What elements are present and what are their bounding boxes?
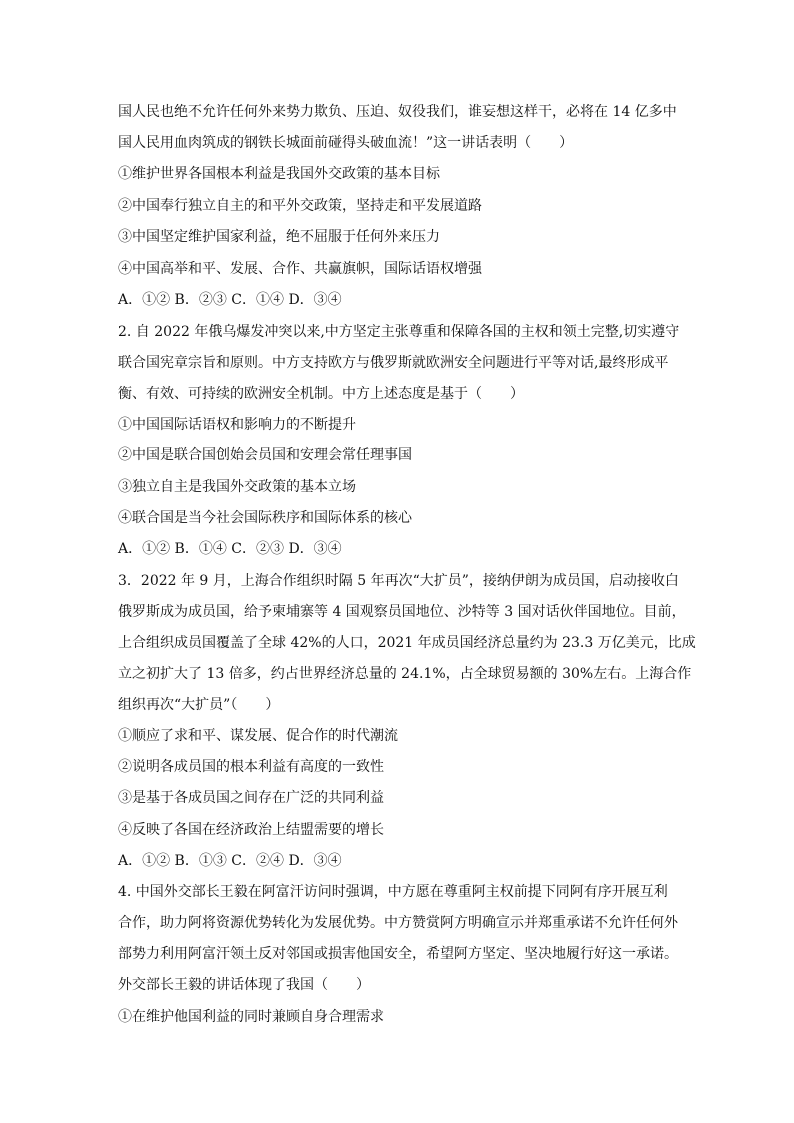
q3-stem-line: 3．2022 年 9 月，上海合作组织时隔 5 年再次“大扩员”，接纳伊朗为成员国，启动接收白 (118, 573, 679, 589)
q4-option: ①在维护他国利益的同时兼顾自身合理需求 (118, 1009, 384, 1025)
q1-stem-line: 国人民用血肉筑成的钢铁长城面前碰得头破血流！”这一讲话表明（ ） (118, 135, 574, 151)
q2-stem-line: 2. 自 2022 年俄乌爆发冲突以来,中方坚定主张尊重和保障各国的主权和领土完整,切实遵守 (118, 324, 680, 340)
q3-stem-line: 上合组织成员国覆盖了全球 42%的人口，2021 年成员国经济总量约为 23.3 万亿美元，比成 (118, 635, 696, 651)
q4-stem-line: 合作，助力阿将资源优势转化为发展优势。中方赞赏阿方明确宣示并郑重承诺不允许任何外 (118, 915, 678, 931)
q4-stem-line: 外交部长王毅的讲话体现了我国（ ） (118, 977, 370, 993)
q1-option: ③中国坚定维护国家利益，绝不屈服于任何外来压力 (118, 229, 440, 245)
q3-option: ④反映了各国在经济政治上结盟需要的增长 (118, 822, 384, 838)
q1-option: ②中国奉行独立自主的和平外交政策，坚持走和平发展道路 (118, 198, 482, 214)
q3-stem-line: 组织再次“大扩员”（ ） (118, 697, 280, 713)
q2-stem-line: 衡、有效、可持续的欧洲安全机制。中方上述态度是基于（ ） (118, 386, 524, 402)
q2-option: ③独立自主是我国外交政策的基本立场 (118, 479, 356, 495)
q2-option: ②中国是联合国创始会员国和安理会常任理事国 (118, 447, 412, 463)
q2-answer-choices: A．①② B．①④ C．②③ D．③④ (118, 541, 342, 557)
q3-option: ③是基于各成员国之间存在广泛的共同利益 (118, 790, 384, 806)
q3-answer-choices: A．①② B．①③ C．②④ D．③④ (118, 853, 342, 869)
q1-stem-line: 国人民也绝不允许任何外来势力欺负、压迫、奴役我们，谁妄想这样干，必将在 14 亿多中 (118, 104, 677, 120)
q3-stem-line: 立之初扩大了 13 倍多，约占世界经济总量的 24.1%，占全球贸易额的 30%左右。上海合作 (118, 666, 692, 682)
q1-option: ④中国高举和平、发展、合作、共赢旗帜，国际话语权增强 (118, 261, 482, 277)
q3-option: ②说明各成员国的根本利益有高度的一致性 (118, 759, 384, 775)
q2-option: ①中国国际话语权和影响力的不断提升 (118, 417, 356, 433)
q4-stem-line: 部势力利用阿富汗领土反对邻国或损害他国安全，希望阿方坚定、坚决地履行好这一承诺。 (118, 946, 678, 962)
q2-option: ④联合国是当今社会国际秩序和国际体系的核心 (118, 510, 412, 526)
q1-option: ①维护世界各国根本利益是我国外交政策的基本目标 (118, 166, 440, 182)
q1-answer-choices: A．①② B．②③ C．①④ D．③④ (118, 292, 342, 308)
q3-option: ①顺应了求和平、谋发展、促合作的时代潮流 (118, 728, 398, 744)
q3-stem-line: 俄罗斯成为成员国，给予柬埔寨等 4 国观察员国地位、沙特等 3 国对话伙伴国地位。目前， (118, 604, 686, 620)
q2-stem-line: 联合国宪章宗旨和原则。中方支持欧方与俄罗斯就欧洲安全问题进行平等对话,最终形成平 (118, 355, 669, 371)
q4-stem-line: 4. 中国外交部长王毅在阿富汗访问时强调，中方愿在尊重阿主权前提下同阿有序开展互利 (118, 884, 668, 900)
